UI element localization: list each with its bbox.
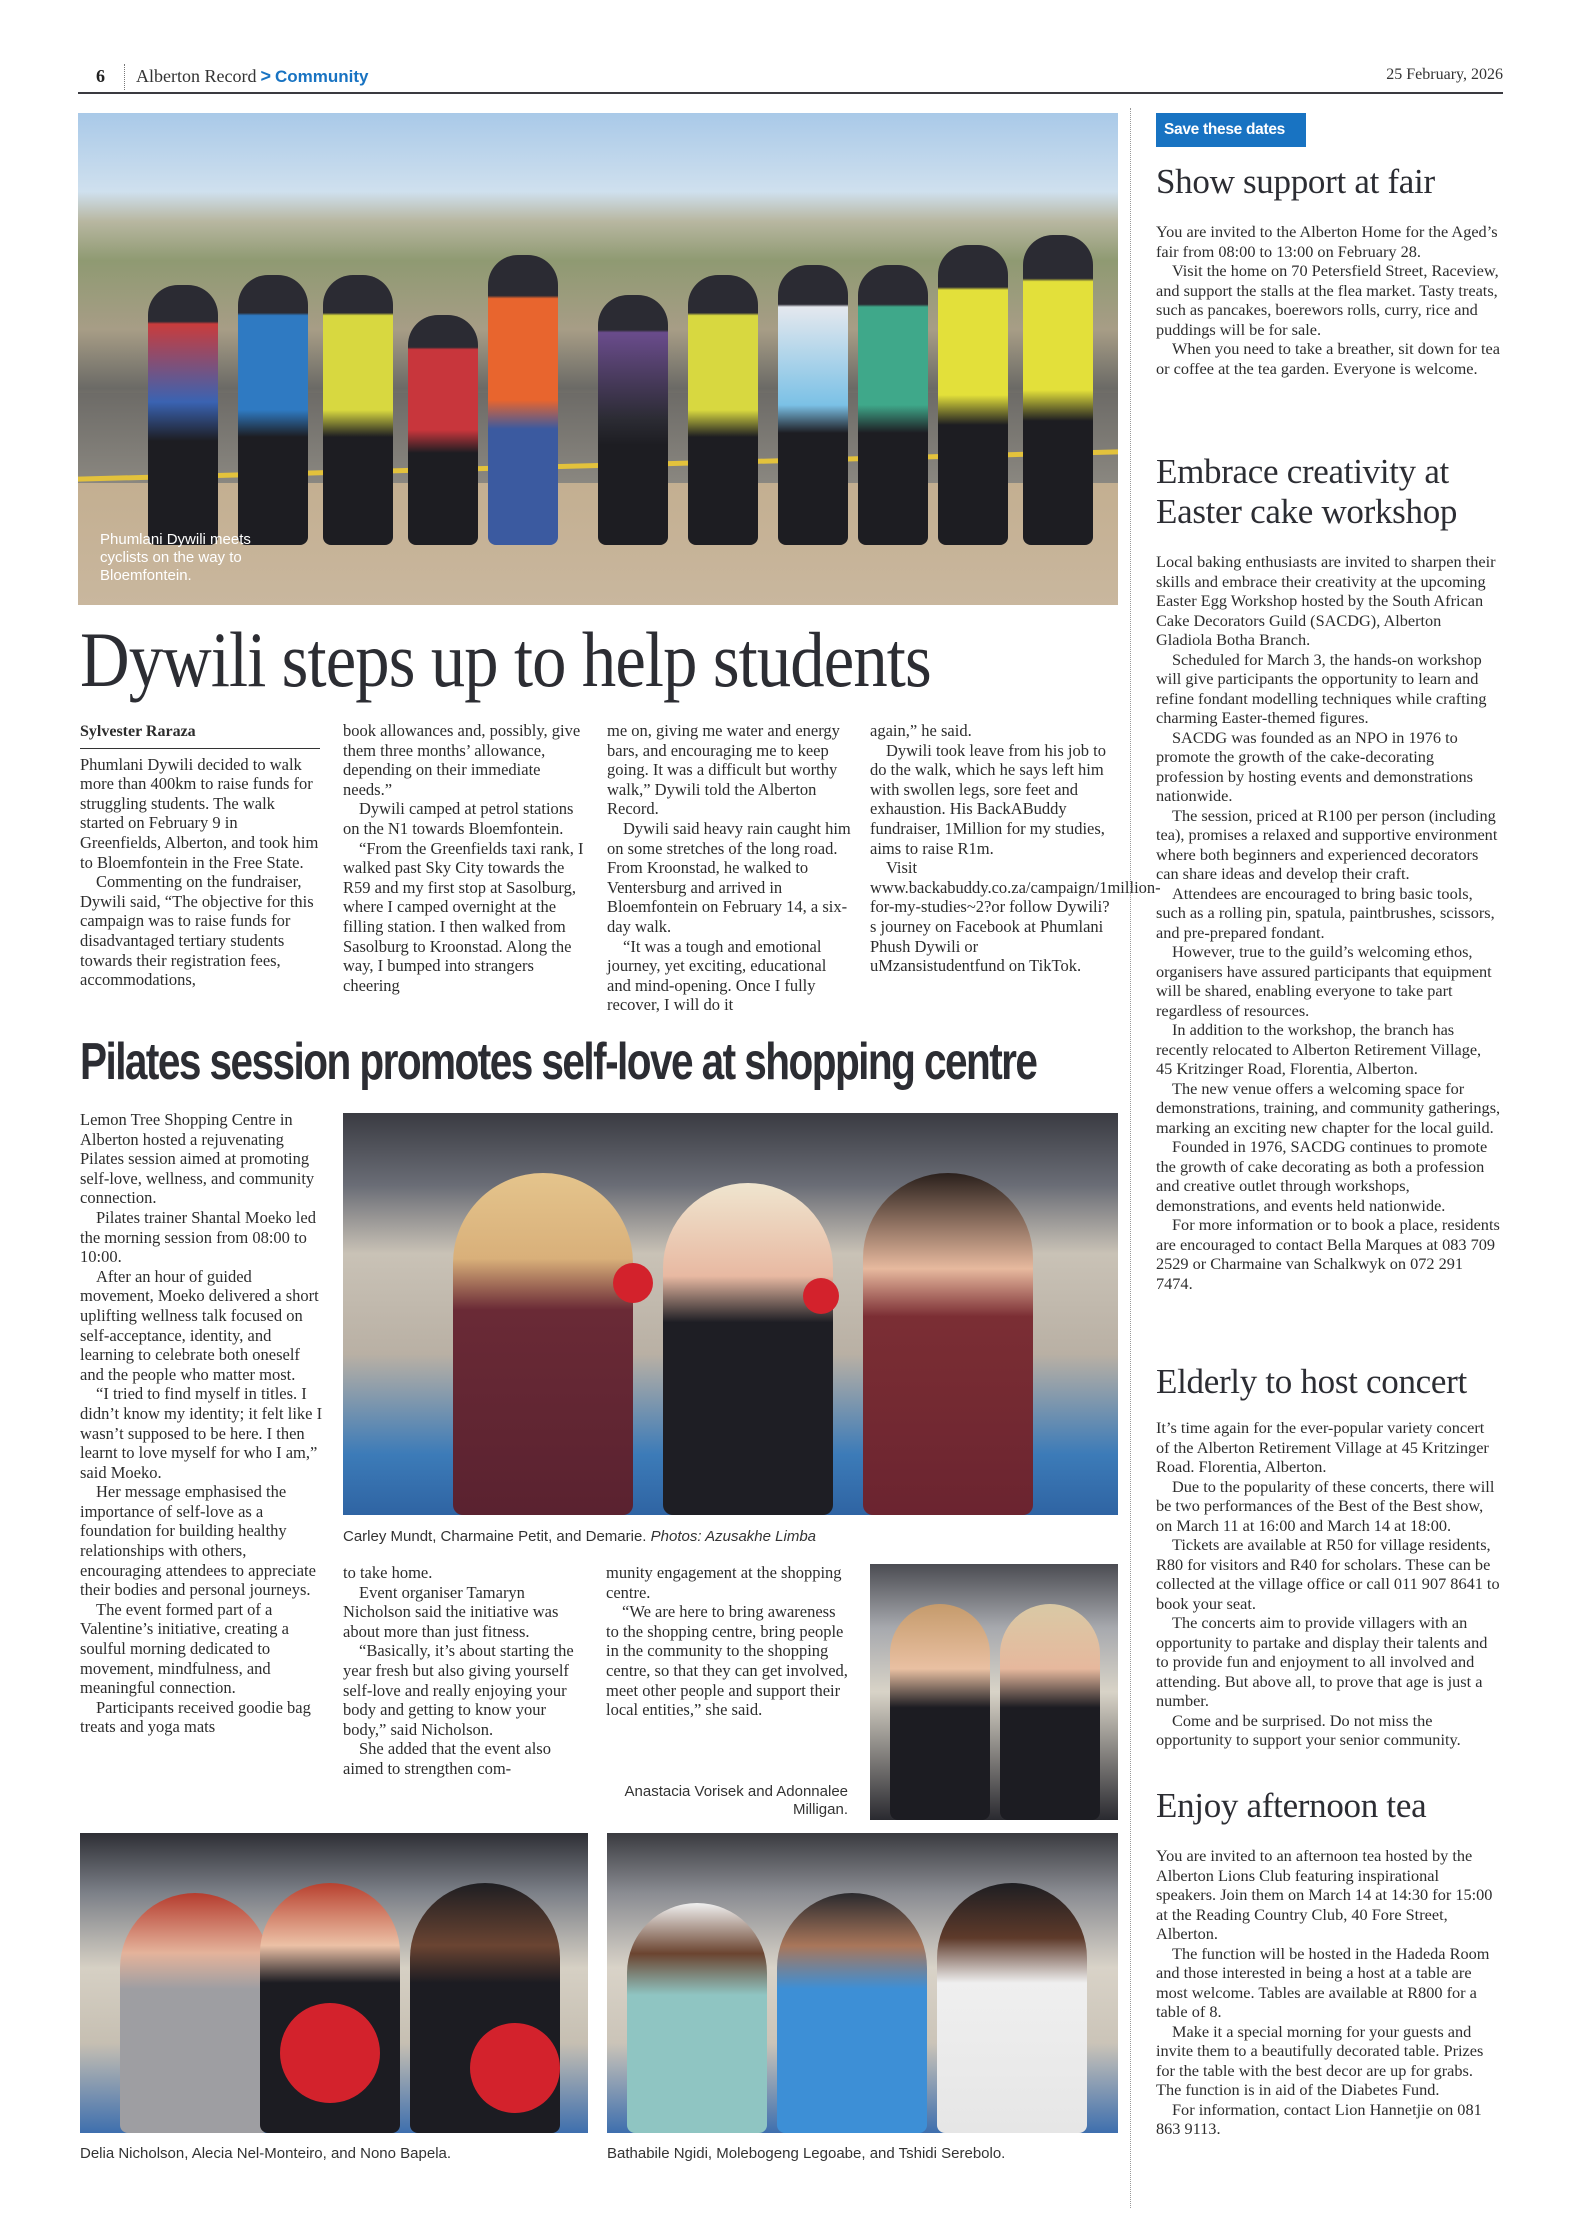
exercise-ball [470,2023,560,2113]
paragraph: Dywili said heavy rain caught him on some stretches of the long road. From Kroonstad, he walked to Ventersburg and arrived in Bloemfontein on February 14, a six-day walk. [607,818,851,936]
exercise-ball [803,1278,839,1314]
paragraph: “It was a tough and emotional journey, yet exciting, educational and mind-opening. Once I fully recover, I will do it [607,936,827,1015]
paragraph: book allowances and, possibly, give them three months’ allowance, depending on their immediate needs.” [343,721,581,799]
exercise-ball [280,2003,380,2103]
walker-figure [488,255,558,545]
paragraph: After an hour of guided movement, Moeko delivered a short uplifting wellness talk focused on self-acceptance, identity, and learning to celebrate both oneself and the people who matter most. [80,1266,319,1384]
photo-caption [343,1528,816,1546]
cyclist-figure [238,275,308,545]
section-name[interactable]: Community [274,67,369,86]
article-column-1 [80,722,320,990]
cyclist-figure [148,285,218,545]
paragraph: Tickets are available at R50 for village residents, R80 for visitors and R40 for scholars. These can be collected at the village office or call 011 907 8641 to book your seat. [1156,1535,1500,1613]
paragraph: Scheduled for March 3, the hands-on workshop will give participants the opportunity to learn and refine fondant modelling techniques while crafting charming Easter-themed figures. [1156,649,1487,727]
article-column-2 [343,1563,588,1779]
paragraph: Her message emphasised the importance of self-love as a foundation for building healthy relationships with others, encouraging attendees to appreciate their bodies and personal journeys. [80,1482,316,1600]
paragraph: Founded in 1976, SACDG continues to promote the growth of cake decorating as both a profession and creative outlet through workshops, demonstrations, and events held nationwide. [1156,1137,1488,1215]
paragraph: However, true to the guild’s welcoming ethos, organisers have assured participants that equipment will be shared, enabling everyone to take part regardless of resources. [1156,942,1492,1020]
photo-caption: Bathabile Ngidi, Molebogeng Legoabe, and Tshidi Serebolo. [607,2145,1006,2162]
cyclist-figure [408,315,478,545]
cyclist-figure [778,265,848,545]
section-tag: Save these dates [1156,113,1306,147]
paragraph: The session, priced at R100 per person (including tea), promises a relaxed and supportive environment where both beginners and experienced decorators can share ideas and develop their craft. [1156,805,1498,883]
paragraph: It’s time again for the ever-popular variety concert of the Alberton Retirement Village at 45 Kritzinger Road. Florentia, Alberton. [1156,1418,1489,1476]
bottom-right-photo [607,1833,1118,2133]
person-figure [663,1183,833,1515]
person-figure [453,1173,633,1515]
photo-caption: Anastacia Vorisek and Adonnalee Milligan. [624,1783,848,1818]
paragraph: Pilates trainer Shantal Moeko led the morning session from 08:00 to 10:00. [80,1207,316,1267]
paragraph: SACDG was founded as an NPO in 1976 to promote the growth of the cake-decorating profession by hosting events and demonstrations nationwide. [1156,727,1473,805]
cyclist-figure [858,265,928,545]
paragraph: “From the Greenfields taxi rank, I walked past Sky City towards the R59 and my first stop at Sasolburg, where I camped overnight at the filling station. I then walked from Sasolburg to Kroonstad. Along the way, I bumped into strangers cheering [343,838,584,995]
paragraph: Commenting on the fundraiser, Dywili said, “The objective for this campaign was to raise funds for disadvantaged tertiary students towards their registration fees, accommodations, [80,872,314,990]
person-figure [120,1893,270,2133]
paragraph: She added that the event also aimed to strengthen com- [343,1739,551,1778]
paragraph: You are invited to an afternoon tea hosted by the Alberton Lions Club featuring inspirational speakers. Join them on March 14 at 14:30 for 15:00 at the Reading Country Club, 40 Fore Street, Alberton. [1156,1846,1493,1943]
paragraph: The function will be hosted in the Hadeda Room and those interested in being a host at a table are most welcome. Tables are available at R800 for a table of 8. [1156,1943,1490,2021]
article-column-2 [343,721,588,995]
paragraph: Attendees are encouraged to bring basic tools, such as a rolling pin, spatula, paintbrushes, scissors, and pre-prepared fondant. [1156,883,1495,942]
paragraph: The new venue offers a welcoming space for demonstrations, training, and community gatherings, marking an exciting new chapter for the local guild. [1156,1078,1501,1137]
bottom-left-photo [80,1833,588,2133]
page-number: 6 [96,66,105,86]
sidebar-article-body [1156,222,1501,378]
exercise-ball [613,1263,653,1303]
article-column-3 [607,721,852,1015]
sidebar-article-body [1156,1846,1501,2139]
photo-credit: Photos: Azusakhe Limba [650,1528,817,1545]
paragraph: Lemon Tree Shopping Centre in Alberton hosted a rejuvenating Pilates session aimed at promoting self-love, wellness, and community connection. [80,1110,315,1208]
sidebar-headline: Embrace creativity at Easter cake workshop [1156,452,1458,531]
paragraph: “Basically, it’s about starting the year fresh but also giving yourself self-love and really enjoying your body and getting to know your body,” said Nicholson. [343,1641,574,1739]
person-figure [1000,1604,1100,1820]
photo-caption: Delia Nicholson, Alecia Nel-Monteiro, and Nono Bapela. [80,2145,452,2162]
article-column-3 [606,1563,851,1720]
paragraph: When you need to take a breather, sit down for tea or coffee at the tea garden. Everyone is welcome. [1156,339,1501,378]
paragraph: to take home. [343,1563,433,1582]
paragraph: For information, contact Lion Hannetjie on 081 863 9113. [1156,2099,1482,2138]
paragraph: You are invited to the Alberton Home for the Aged’s fair from 08:00 to 13:00 on February 28. [1156,222,1498,261]
paragraph: The event formed part of a Valentine’s initiative, creating a soulful morning dedicated to movement, mindfulness, and meaningful connection. [80,1599,289,1698]
paragraph: Visit the home on 70 Petersfield Street, Raceview, and support the stalls at the flea market. Tasty treats, such as pancakes, boerewors rolls, curry, rice and puddings will be for sale. [1156,261,1499,339]
paragraph: Participants received goodie bag treats and yoga mats [80,1697,311,1737]
masthead [78,62,1503,94]
cyclists-photo [78,113,1118,605]
paragraph: again,” he said. [870,721,972,740]
pilates-main-photo [343,1113,1118,1515]
sidebar-headline: Enjoy afternoon tea [1156,1786,1427,1825]
photo-caption: Phumlani Dywili meets cyclists on the way to Bloemfontein. [100,531,251,584]
breadcrumb [136,66,368,87]
byline: Sylvester Raraza [80,722,320,749]
paragraph: “I tried to find myself in titles. I didn’t know my identity; it felt like I wasn’t supposed to be here. I then learnt to love myself for who I am,” said Moeko. [80,1384,323,1482]
paragraph: munity engagement at the shopping centre. [606,1563,842,1602]
paragraph: Local baking enthusiasts are invited to sharpen their skills and embrace their creativity at the upcoming Easter Egg Workshop hosted by the South African Cake Decorators Guild (SACDG), Alberton Gladiola Botha Branch. [1156,552,1496,649]
paragraph: Due to the popularity of these concerts, there will be two performances of the Best of the Best show, on March 11 at 16:00 and March 14 at 18:00. [1156,1476,1495,1535]
paragraph: The concerts aim to provide villagers with an opportunity to partake and display their talents and to provide fun and enjoyment to all involved and attending. But above all, to prove that age is just a number. [1156,1613,1488,1710]
person-figure [777,1893,927,2133]
paragraph: Event organiser Tamaryn Nicholson said the initiative was about more than just fitness. [343,1582,559,1641]
paragraph: For more information or to book a place, residents are encouraged to contact Bella Marques at 083 709 2529 or Charmaine van Schalkwyk on 072 291 7474. [1156,1215,1500,1293]
cyclist-figure [1023,235,1093,545]
cyclist-figure [688,275,758,545]
column-divider [1130,108,1131,2208]
cyclist-figure [598,295,668,545]
sidebar-article-body [1156,1418,1501,1750]
publication-name: Alberton Record [136,66,257,86]
paragraph: me on, giving me water and energy bars, and encouraging me to keep going. It was a difficult but worthy walk,” Dywili told the Alberton Record. [607,721,840,819]
issue-date: 25 February, 2026 [1386,66,1503,83]
sidebar-article-body [1156,552,1501,1293]
article-column-1 [80,1110,325,1737]
caption-names: Carley Mundt, Charmaine Petit, and Demarie. [343,1528,647,1545]
person-figure [890,1604,990,1820]
article-column-4 [870,721,1161,976]
sidebar-headline: Show support at fair [1156,162,1435,201]
masthead-divider [124,64,125,90]
cyclist-figure [323,275,393,545]
article-headline: Pilates session promotes self-love at shopping centre [80,1033,1037,1091]
pilates-small-photo [870,1564,1118,1820]
paragraph: Phumlani Dywili decided to walk more than 400km to raise funds for struggling students. The walk started on February 9 in Greenfields, Alberton, and took him to Bloemfontein in the Free State. [80,754,319,872]
person-figure [863,1173,1033,1515]
paragraph: Visit www.backabuddy.co.za/campaign/1million-for-my-studies~2?or follow Dywili?s journey on Facebook at Phumlani Phush Dywili or uMzansistudentfund on TikTok. [870,858,1161,976]
sidebar-headline: Elderly to host concert [1156,1362,1467,1401]
breadcrumb-arrow-icon: > [260,66,271,86]
paragraph: In addition to the workshop, the branch has recently relocated to Alberton Retirement Village, 45 Kritzinger Road, Florentia, Alberton. [1156,1020,1482,1078]
paragraph: Come and be surprised. Do not miss the opportunity to support your senior community. [1156,1710,1461,1749]
paragraph: Make it a special morning for your guests and invite them to a beautifully decorated table. Prizes for the table with the best decor are up for grabs. The function is in aid of the Diabetes Fund. [1156,2021,1484,2099]
paragraph: Dywili camped at petrol stations on the N1 towards Bloemfontein. [343,799,574,838]
person-figure [627,1903,767,2133]
paragraph: Dywili took leave from his job to do the walk, which he says left him with swollen legs, sore feet and exhaustion. His BackABuddy fundraiser, 1Million for my studies, aims to raise R1m. [870,740,1106,858]
paragraph: “We are here to bring awareness to the shopping centre, bring people in the community to the shopping centre, so that they can get involved, meet other people and support their local entities,” she said. [606,1602,848,1720]
article-headline: Dywili steps up to help students [80,616,931,703]
person-figure [937,1883,1087,2133]
cyclist-figure [938,245,1008,545]
